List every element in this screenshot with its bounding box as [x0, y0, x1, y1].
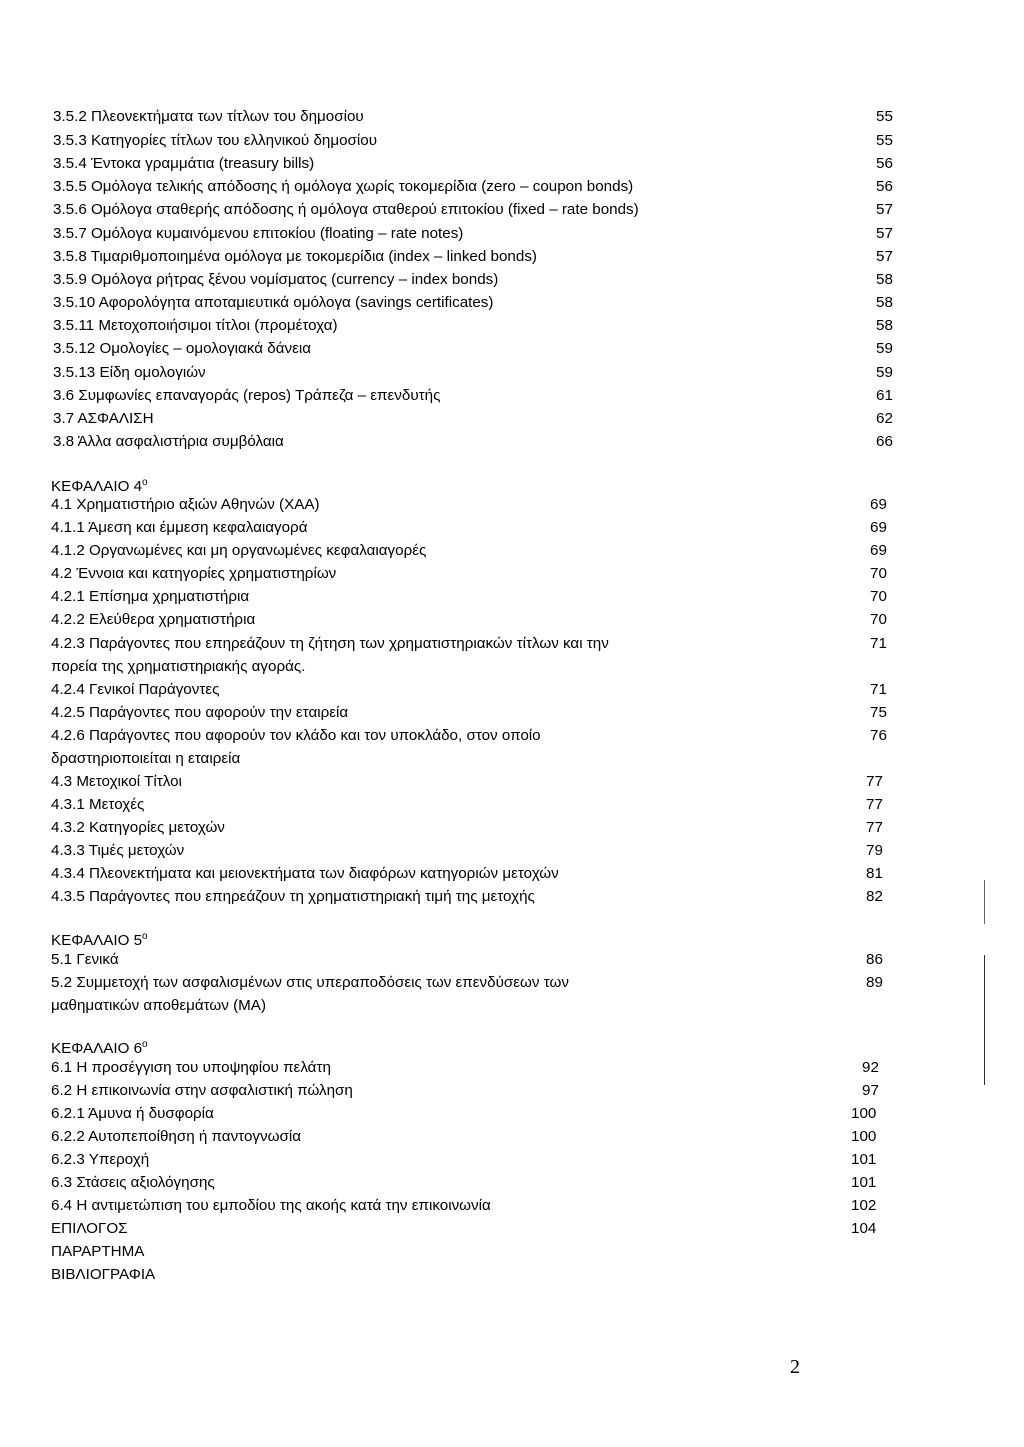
toc-entry-text: μαθηματικών αποθεμάτων (ΜΑ): [51, 997, 266, 1014]
toc-entry-page: 70: [870, 565, 887, 582]
chapter-heading-text: ΚΕΦΑΛΑΙΟ 6: [51, 1040, 143, 1058]
toc-entry-page: 101: [851, 1174, 877, 1191]
scan-artifact-line: [984, 880, 985, 924]
toc-entry-page: 58: [876, 317, 893, 334]
chapter-heading: [51, 928, 148, 950]
toc-entry-page: 59: [876, 364, 893, 381]
toc-entry-text: 3.5.8 Τιμαριθμοποιημένα ομόλογα με τοκομερίδια (index – linked bonds): [53, 248, 537, 265]
toc-entry-text: 5.2 Συμμετοχή των ασφαλισμένων στις υπεραποδόσεις των επενδύσεων των: [51, 974, 569, 991]
toc-entry-page: 69: [870, 496, 887, 513]
toc-entry-text: 6.2.1 Άμυνα ή δυσφορία: [51, 1105, 214, 1122]
toc-entry-page: 89: [866, 974, 883, 991]
toc-entry-page: 56: [876, 178, 893, 195]
toc-entry-text: ΒΙΒΛΙΟΓΡΑΦΙΑ: [51, 1266, 156, 1283]
toc-entry-text: 4.1.2 Οργανωμένες και μη οργανωμένες κεφαλαιαγορές: [51, 542, 427, 559]
toc-entry-text: 4.2.2 Ελεύθερα χρηματιστήρια: [51, 611, 256, 628]
chapter-heading-sup: ο: [142, 1039, 148, 1050]
chapter-heading-sup: ο: [142, 477, 148, 488]
toc-entry-text: 6.1 Η προσέγγιση του υποψηφίου πελάτη: [51, 1059, 331, 1076]
toc-entry-text: 4.3.1 Μετοχές: [51, 796, 145, 813]
toc-entry-page: 92: [862, 1059, 879, 1076]
chapter-heading-text: ΚΕΦΑΛΑΙΟ 4: [51, 478, 143, 496]
toc-entry-page: 56: [876, 155, 893, 172]
toc-entry-page: 97: [862, 1082, 879, 1099]
chapter-heading: [51, 474, 148, 496]
toc-entry-text: δραστηριοποιείται η εταιρεία: [51, 750, 241, 767]
toc-entry-text: ΕΠΙΛΟΓΟΣ: [51, 1220, 128, 1237]
toc-entry-page: 101: [851, 1151, 877, 1168]
toc-entry-text: ΠΑΡΑΡΤΗΜΑ: [51, 1243, 145, 1260]
toc-entry-text: 3.5.13 Είδη ομολογιών: [53, 364, 206, 381]
toc-entry-page: 76: [870, 727, 887, 744]
toc-entry-page: 55: [876, 132, 893, 149]
toc-entry-page: 86: [866, 951, 883, 968]
toc-entry-text: 4.2.3 Παράγοντες που επηρεάζουν τη ζήτηση των χρηματιστηριακών τίτλων και την: [51, 635, 609, 652]
toc-entry-text: 4.2.4 Γενικοί Παράγοντες: [51, 681, 220, 698]
toc-entry-page: 69: [870, 542, 887, 559]
toc-entry-text: 6.2 Η επικοινωνία στην ασφαλιστική πώληση: [51, 1082, 353, 1099]
toc-entry-text: 6.2.2 Αυτοπεποίθηση ή παντογνωσία: [51, 1128, 301, 1145]
toc-entry-page: 100: [851, 1105, 877, 1122]
toc-entry-text: 3.5.11 Μετοχοποιήσιμοι τίτλοι (προμέτοχα): [53, 317, 338, 334]
chapter-heading: [51, 1036, 148, 1058]
toc-entry-page: 71: [870, 681, 887, 698]
toc-entry-text: πορεία της χρηματιστηριακής αγοράς.: [51, 658, 306, 675]
toc-entry-page: 61: [876, 387, 893, 404]
toc-entry-page: 77: [866, 819, 883, 836]
page-number: 2: [790, 1356, 800, 1378]
toc-entry-page: 57: [876, 201, 893, 218]
toc-entry-text: 4.1.1 Άμεση και έμμεση κεφαλαιαγορά: [51, 519, 308, 536]
toc-entry-text: 4.3.5 Παράγοντες που επηρεάζουν τη χρηματιστηριακή τιμή της μετοχής: [51, 888, 535, 905]
toc-entry-text: 3.5.10 Αφορολόγητα αποταμιευτικά ομόλογα (savings certificates): [53, 294, 494, 311]
toc-entry-text: 5.1 Γενικά: [51, 951, 119, 968]
toc-entry-text: 6.2.3 Υπεροχή: [51, 1151, 150, 1168]
toc-entry-page: 59: [876, 340, 893, 357]
toc-entry-text: 3.5.5 Ομόλογα τελικής απόδοσης ή ομόλογα χωρίς τοκομερίδια (zero – coupon bonds): [53, 178, 634, 195]
toc-entry-text: 4.2.1 Επίσημα χρηματιστήρια: [51, 588, 250, 605]
toc-entry-text: 4.3.2 Κατηγορίες μετοχών: [51, 819, 225, 836]
toc-entry-page: 66: [876, 433, 893, 450]
toc-entry-page: 81: [866, 865, 883, 882]
toc-entry-text: 3.5.2 Πλεονεκτήματα των τίτλων του δημοσίου: [53, 108, 364, 125]
toc-entry-text: 3.5.3 Κατηγορίες τίτλων του ελληνικού δημοσίου: [53, 132, 378, 149]
toc-entry-text: 3.7 ΑΣΦΑΛΙΣΗ: [53, 410, 154, 427]
toc-entry-page: 71: [870, 635, 887, 652]
toc-entry-text: 4.2.5 Παράγοντες που αφορούν την εταιρεία: [51, 704, 349, 721]
chapter-heading-sup: ο: [142, 931, 148, 942]
toc-entry-page: 69: [870, 519, 887, 536]
toc-entry-page: 55: [876, 108, 893, 125]
toc-entry-text: 4.2.6 Παράγοντες που αφορούν τον κλάδο και τον υποκλάδο, στον οποίο: [51, 727, 541, 744]
scan-artifact-line: [984, 955, 985, 1085]
toc-entry-page: 102: [851, 1197, 877, 1214]
toc-entry-text: 4.3 Μετοχικοί Τίτλοι: [51, 773, 182, 790]
toc-entry-page: 75: [870, 704, 887, 721]
toc-entry-page: 104: [851, 1220, 877, 1237]
toc-entry-page: 70: [870, 588, 887, 605]
toc-entry-text: 3.5.6 Ομόλογα σταθερής απόδοσης ή ομόλογα σταθερού επιτοκίου (fixed – rate bonds): [53, 201, 639, 218]
toc-entry-page: 58: [876, 294, 893, 311]
toc-entry-page: 57: [876, 248, 893, 265]
chapter-heading-text: ΚΕΦΑΛΑΙΟ 5: [51, 932, 143, 950]
toc-entry-page: 82: [866, 888, 883, 905]
toc-entry-text: 4.3.4 Πλεονεκτήματα και μειονεκτήματα των διαφόρων κατηγοριών μετοχών: [51, 865, 559, 882]
toc-entry-page: 77: [866, 773, 883, 790]
toc-entry-text: 3.8 Άλλα ασφαλιστήρια συμβόλαια: [53, 433, 284, 450]
toc-entry-text: 3.5.12 Ομολογίες – ομολογιακά δάνεια: [53, 340, 311, 357]
toc-entry-text: 6.3 Στάσεις αξιολόγησης: [51, 1174, 215, 1191]
toc-entry-page: 62: [876, 410, 893, 427]
toc-entry-text: 3.6 Συμφωνίες επαναγοράς (repos) Τράπεζα – επενδυτής: [53, 387, 441, 404]
toc-entry-page: 58: [876, 271, 893, 288]
toc-entry-page: 77: [866, 796, 883, 813]
toc-entry-page: 100: [851, 1128, 877, 1145]
toc-entry-text: 4.1 Χρηματιστήριο αξιών Αθηνών (ΧΑΑ): [51, 496, 320, 513]
toc-entry-page: 57: [876, 225, 893, 242]
toc-entry-page: 79: [866, 842, 883, 859]
toc-entry-text: 4.3.3 Τιμές μετοχών: [51, 842, 185, 859]
toc-entry-text: 3.5.7 Ομόλογα κυμαινόμενου επιτοκίου (floating – rate notes): [53, 225, 464, 242]
toc-entry-text: 3.5.4 Έντοκα γραμμάτια (treasury bills): [53, 155, 315, 172]
toc-entry-text: 3.5.9 Ομόλογα ρήτρας ξένου νομίσματος (currency – index bonds): [53, 271, 499, 288]
toc-entry-text: 6.4 Η αντιμετώπιση του εμποδίου της ακοής κατά την επικοινωνία: [51, 1197, 491, 1214]
toc-entry-page: 70: [870, 611, 887, 628]
toc-entry-text: 4.2 Έννοια και κατηγορίες χρηματιστηρίων: [51, 565, 337, 582]
